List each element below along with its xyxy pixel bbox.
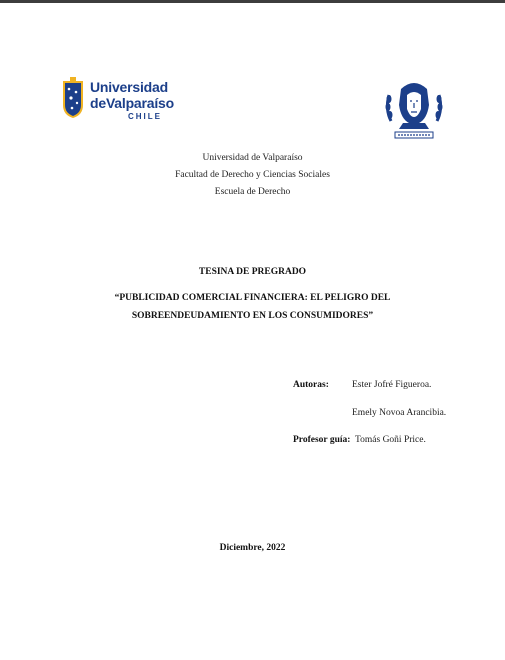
author-2: Emely Novoa Arancibia. bbox=[352, 408, 447, 418]
university-seal-icon bbox=[383, 75, 445, 141]
logo-line-chile: CHILE bbox=[128, 112, 162, 121]
advisor-label: Profesor guía: bbox=[293, 435, 351, 445]
document-date: Diciembre, 2022 bbox=[219, 543, 286, 553]
authors-label: Autoras: bbox=[293, 380, 329, 390]
logo-line-universidad: Universidad bbox=[90, 79, 168, 95]
document-page bbox=[0, 3, 505, 660]
logo-line-valparaiso: deValparaíso bbox=[90, 95, 174, 111]
thesis-title-line-1: “PUBLICIDAD COMERCIAL FINANCIERA: EL PELIGRO DEL bbox=[114, 293, 391, 303]
universidad-valparaiso-logo bbox=[60, 75, 174, 123]
school-name: Escuela de Derecho bbox=[214, 187, 291, 197]
thesis-title-line-2: SOBREENDEUDAMIENTO EN LOS CONSUMIDORES” bbox=[131, 311, 374, 321]
advisor-name: Tomás Goñi Price. bbox=[355, 435, 426, 445]
thesis-type: TESINA DE PREGRADO bbox=[198, 267, 307, 277]
shield-stars-icon bbox=[60, 77, 86, 119]
author-1: Ester Jofré Figueroa. bbox=[352, 380, 432, 390]
university-name: Universidad de Valparaíso bbox=[202, 153, 303, 163]
faculty-name: Facultad de Derecho y Ciencias Sociales bbox=[175, 170, 330, 180]
